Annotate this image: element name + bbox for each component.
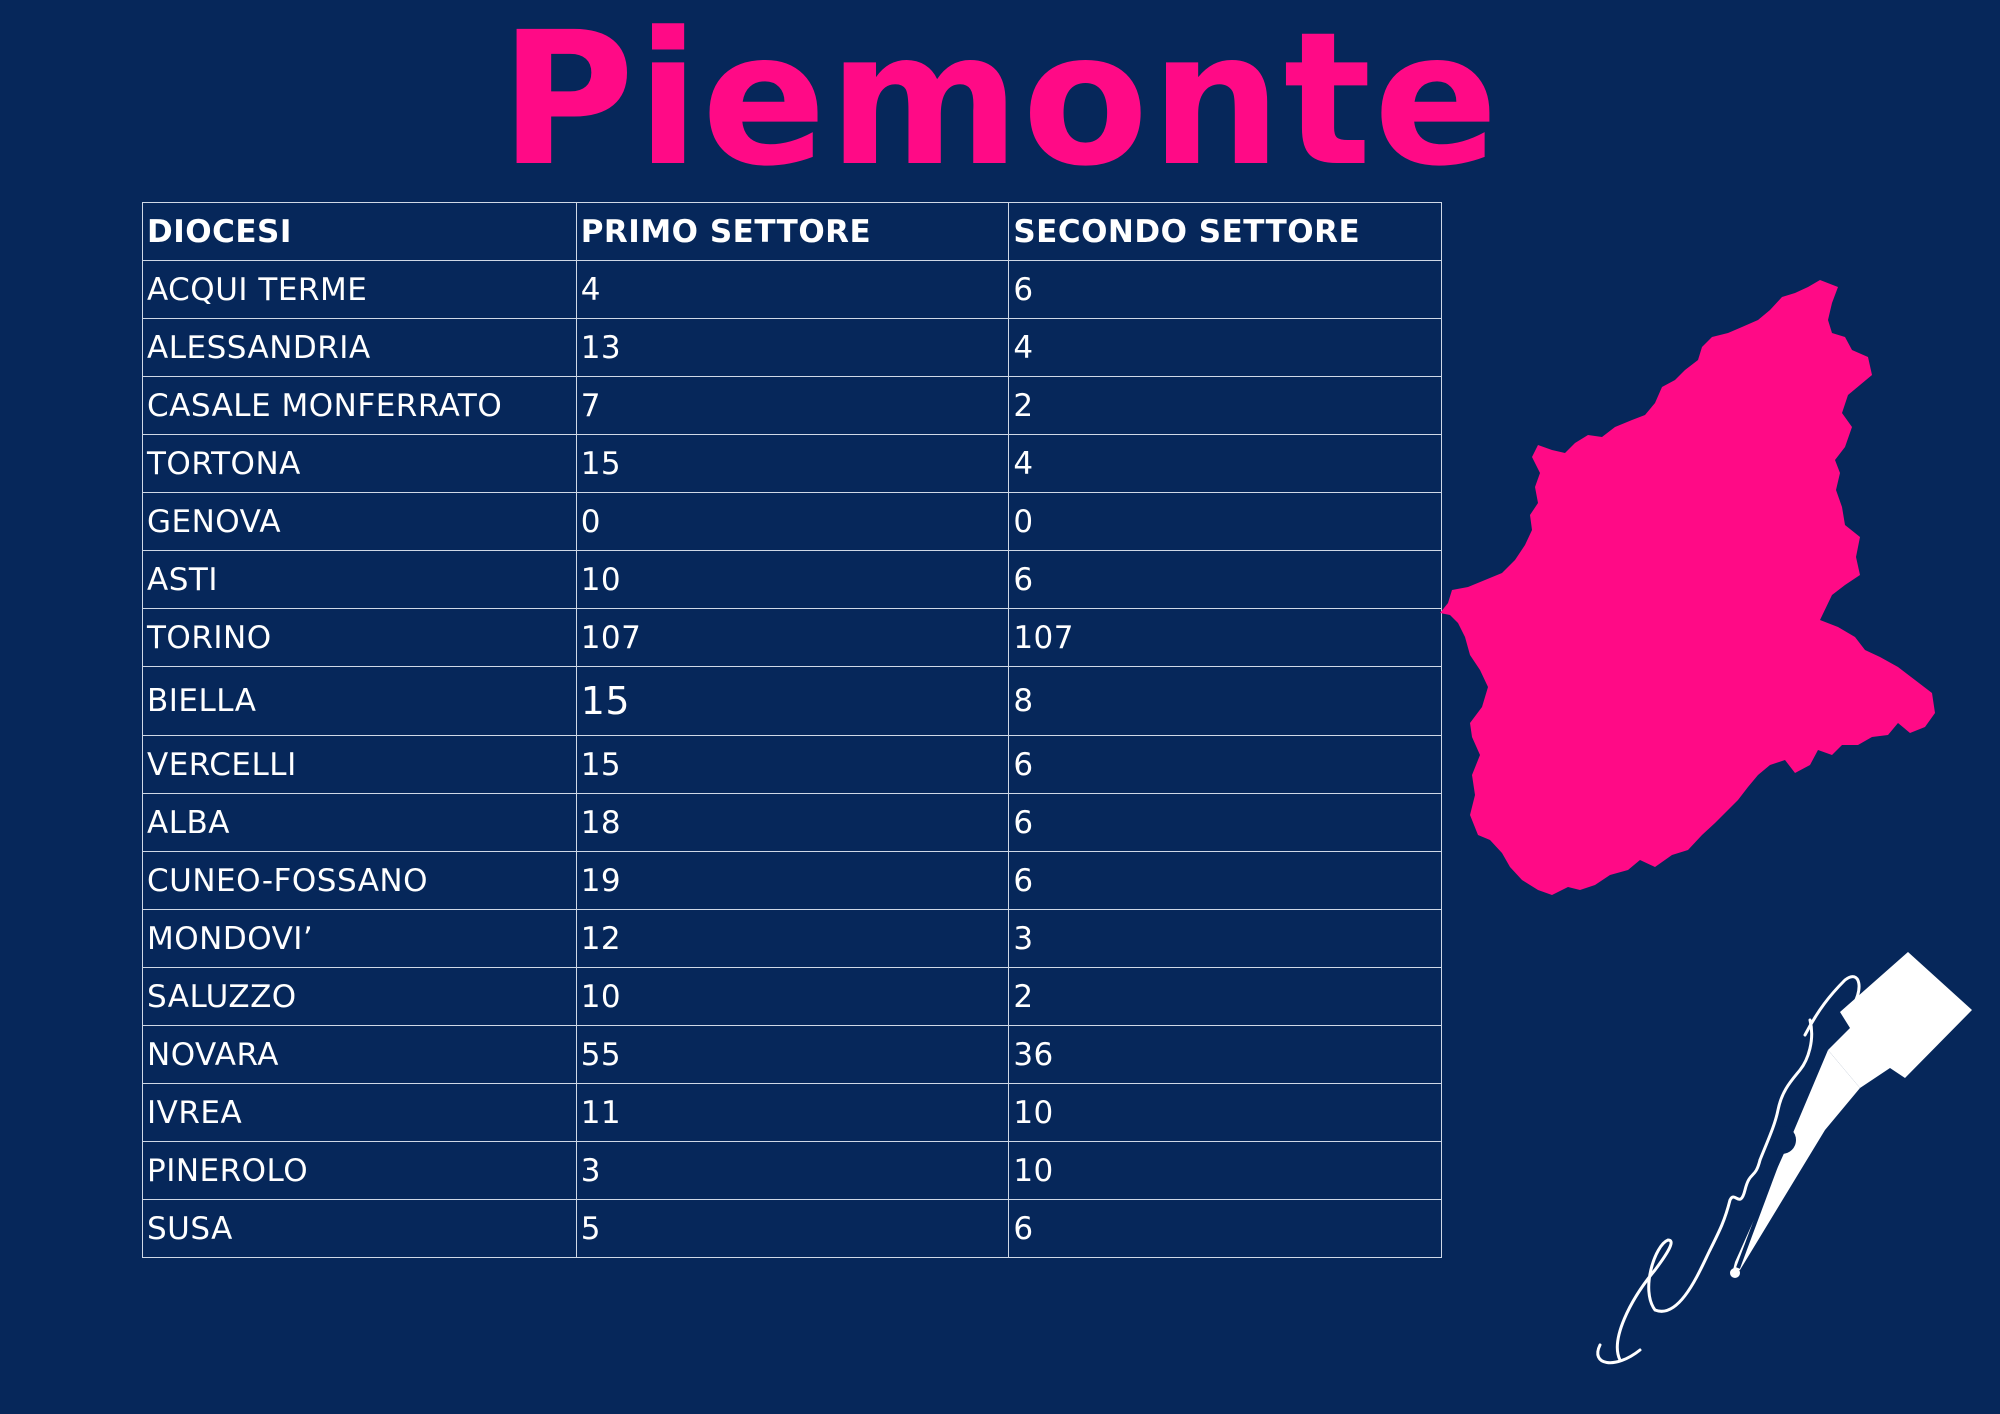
table-row bbox=[143, 377, 1442, 435]
cell-primo-settore: 10 bbox=[576, 968, 1009, 1026]
cell-diocesi: GENOVA bbox=[143, 493, 577, 551]
cell-diocesi: ALESSANDRIA bbox=[143, 319, 577, 377]
cell-diocesi: ASTI bbox=[143, 551, 577, 609]
cell-secondo-settore: 6 bbox=[1009, 794, 1442, 852]
table-row bbox=[143, 852, 1442, 910]
cell-secondo-settore: 6 bbox=[1009, 736, 1442, 794]
table-row bbox=[143, 493, 1442, 551]
cell-secondo-settore: 4 bbox=[1009, 319, 1442, 377]
cell-primo-settore: 3 bbox=[576, 1142, 1009, 1200]
table-row bbox=[143, 435, 1442, 493]
cell-primo-settore: 5 bbox=[576, 1200, 1009, 1258]
table-row bbox=[143, 910, 1442, 968]
cell-secondo-settore: 2 bbox=[1009, 968, 1442, 1026]
cell-secondo-settore: 6 bbox=[1009, 261, 1442, 319]
cell-primo-settore: 4 bbox=[576, 261, 1009, 319]
cell-primo-settore: 18 bbox=[576, 794, 1009, 852]
diocesi-table bbox=[142, 202, 1442, 1258]
cell-secondo-settore: 0 bbox=[1009, 493, 1442, 551]
column-header-primo-settore: PRIMO SETTORE bbox=[576, 203, 1009, 261]
cell-primo-settore: 7 bbox=[576, 377, 1009, 435]
piemonte-map-icon bbox=[1440, 275, 1970, 965]
cell-diocesi: SALUZZO bbox=[143, 968, 577, 1026]
cell-diocesi: CUNEO-FOSSANO bbox=[143, 852, 577, 910]
cell-diocesi: VERCELLI bbox=[143, 736, 577, 794]
cell-primo-settore: 12 bbox=[576, 910, 1009, 968]
cell-secondo-settore: 10 bbox=[1009, 1084, 1442, 1142]
cell-secondo-settore: 10 bbox=[1009, 1142, 1442, 1200]
table-row bbox=[143, 551, 1442, 609]
cell-diocesi: ACQUI TERME bbox=[143, 261, 577, 319]
column-header-secondo-settore: SECONDO SETTORE bbox=[1009, 203, 1442, 261]
cell-diocesi: ALBA bbox=[143, 794, 577, 852]
cell-diocesi: TORTONA bbox=[143, 435, 577, 493]
cell-primo-settore: 107 bbox=[576, 609, 1009, 667]
table-row bbox=[143, 1200, 1442, 1258]
cell-diocesi: NOVARA bbox=[143, 1026, 577, 1084]
table-row bbox=[143, 968, 1442, 1026]
cell-diocesi: BIELLA bbox=[143, 667, 577, 736]
table-row bbox=[143, 1084, 1442, 1142]
table-row bbox=[143, 794, 1442, 852]
cell-diocesi: TORINO bbox=[143, 609, 577, 667]
table-row bbox=[143, 1142, 1442, 1200]
cell-secondo-settore: 8 bbox=[1009, 667, 1442, 736]
cell-primo-settore: 0 bbox=[576, 493, 1009, 551]
cell-secondo-settore: 6 bbox=[1009, 852, 1442, 910]
cell-primo-settore: 11 bbox=[576, 1084, 1009, 1142]
table-row bbox=[143, 609, 1442, 667]
cell-secondo-settore: 107 bbox=[1009, 609, 1442, 667]
cell-diocesi: CASALE MONFERRATO bbox=[143, 377, 577, 435]
table-row bbox=[143, 319, 1442, 377]
table-row bbox=[143, 736, 1442, 794]
cell-primo-settore: 55 bbox=[576, 1026, 1009, 1084]
page-title: Piemonte bbox=[499, 0, 1501, 207]
cell-diocesi: IVREA bbox=[143, 1084, 577, 1142]
cell-secondo-settore: 4 bbox=[1009, 435, 1442, 493]
cell-secondo-settore: 3 bbox=[1009, 910, 1442, 968]
cell-primo-settore: 13 bbox=[576, 319, 1009, 377]
cell-diocesi: MONDOVI’ bbox=[143, 910, 577, 968]
cell-primo-settore: 19 bbox=[576, 852, 1009, 910]
table-row bbox=[143, 667, 1442, 736]
cell-secondo-settore: 2 bbox=[1009, 377, 1442, 435]
fountain-pen-nib-icon bbox=[1560, 940, 1980, 1380]
cell-diocesi: SUSA bbox=[143, 1200, 577, 1258]
cell-secondo-settore: 36 bbox=[1009, 1026, 1442, 1084]
cell-primo-settore: 10 bbox=[576, 551, 1009, 609]
cell-primo-settore: 15 bbox=[576, 435, 1009, 493]
cell-primo-settore: 15 bbox=[576, 736, 1009, 794]
table-row bbox=[143, 1026, 1442, 1084]
cell-diocesi: PINEROLO bbox=[143, 1142, 577, 1200]
title-container bbox=[0, 0, 2000, 207]
table-row bbox=[143, 261, 1442, 319]
cell-secondo-settore: 6 bbox=[1009, 551, 1442, 609]
table-header-row bbox=[143, 203, 1442, 261]
signature-appunti-irc bbox=[1598, 977, 1859, 1363]
cell-primo-settore: 15 bbox=[576, 667, 1009, 736]
cell-secondo-settore: 6 bbox=[1009, 1200, 1442, 1258]
column-header-diocesi: DIOCESI bbox=[143, 203, 577, 261]
